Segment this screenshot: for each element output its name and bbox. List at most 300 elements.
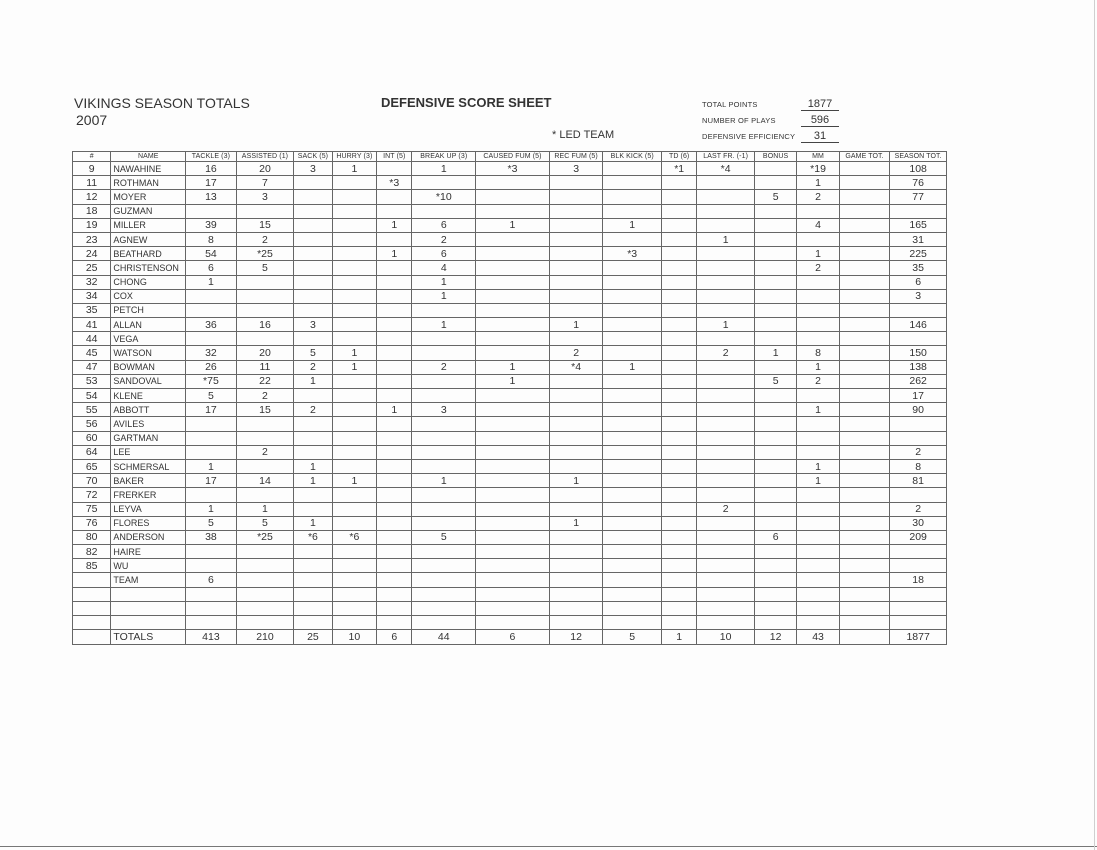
stat-cell: [476, 530, 550, 544]
table-row: [73, 218, 947, 232]
stat-cell: [294, 616, 332, 630]
stat-cell: [412, 176, 476, 190]
stat-cell: [294, 417, 332, 431]
stat-cell: [839, 232, 890, 246]
stat-cell: [754, 360, 796, 374]
stat-cell: [797, 303, 839, 317]
stat-cell: 225: [890, 247, 947, 261]
stat-cell: 81: [890, 474, 947, 488]
stat-cell: [697, 303, 755, 317]
stat-cell: 20: [236, 162, 294, 176]
stat-cell: *10: [412, 190, 476, 204]
stat-cell: [697, 360, 755, 374]
player-name-cell: TEAM: [111, 573, 186, 587]
stat-cell: [754, 488, 796, 502]
stat-cell: [839, 431, 890, 445]
stat-cell: [603, 389, 662, 403]
table-row: [73, 389, 947, 403]
stat-cell: [754, 559, 796, 573]
stat-cell: 3: [890, 289, 947, 303]
stat-cell: 6: [890, 275, 947, 289]
stat-cell: [839, 289, 890, 303]
stat-cell: 165: [890, 218, 947, 232]
stat-cell: [603, 573, 662, 587]
stat-cell: [549, 530, 603, 544]
stat-cell: [603, 502, 662, 516]
stat-cell: 10: [332, 630, 376, 645]
stat-cell: [476, 261, 550, 275]
stat-cell: [661, 374, 696, 388]
stat-cell: 90: [890, 403, 947, 417]
stat-cell: 5: [603, 630, 662, 645]
stat-cell: [186, 431, 237, 445]
stat-cell: [839, 445, 890, 459]
table-row: [73, 616, 947, 630]
stat-cell: [661, 417, 696, 431]
stat-cell: [839, 417, 890, 431]
stat-cell: [412, 616, 476, 630]
stat-cell: 6: [476, 630, 550, 645]
stat-cell: 43: [797, 630, 839, 645]
stat-cell: *25: [236, 530, 294, 544]
table-row: [73, 303, 947, 317]
stat-cell: [839, 601, 890, 615]
stat-cell: [603, 431, 662, 445]
stat-cell: [549, 459, 603, 473]
stat-cell: 2: [236, 389, 294, 403]
stat-cell: 108: [890, 162, 947, 176]
stat-cell: [236, 204, 294, 218]
stat-cell: 146: [890, 318, 947, 332]
stat-cell: [476, 275, 550, 289]
stat-cell: *6: [332, 530, 376, 544]
column-header: INT (5): [377, 152, 412, 162]
stat-cell: [294, 303, 332, 317]
stat-cell: [661, 303, 696, 317]
table-row: [73, 332, 947, 346]
jersey-number-cell: 55: [73, 403, 111, 417]
table-row: [73, 346, 947, 360]
stat-cell: [890, 601, 947, 615]
jersey-number-cell: 11: [73, 176, 111, 190]
stat-cell: [332, 389, 376, 403]
stat-cell: [839, 374, 890, 388]
stat-cell: [294, 502, 332, 516]
stat-cell: [797, 445, 839, 459]
stat-cell: [377, 332, 412, 346]
stat-cell: 5: [186, 516, 237, 530]
stat-cell: [839, 261, 890, 275]
table-row: [73, 530, 947, 544]
jersey-number-cell: 25: [73, 261, 111, 275]
stat-defensive-efficiency: [702, 128, 842, 144]
stat-cell: [236, 573, 294, 587]
stat-cell: [754, 332, 796, 346]
stat-cell: 1: [377, 218, 412, 232]
header-row: [73, 152, 947, 162]
stat-cell: 17: [890, 389, 947, 403]
stat-cell: [754, 601, 796, 615]
stat-cell: [890, 332, 947, 346]
stat-cell: [294, 261, 332, 275]
stat-cell: [797, 573, 839, 587]
stat-cell: [476, 516, 550, 530]
stat-cell: [186, 303, 237, 317]
stat-cell: [697, 218, 755, 232]
stat-cell: 413: [186, 630, 237, 645]
stat-cell: 13: [186, 190, 237, 204]
stat-cell: 1: [236, 502, 294, 516]
stat-cell: [661, 289, 696, 303]
stat-cell: [839, 488, 890, 502]
player-name-cell: [111, 587, 186, 601]
stat-cell: 1: [186, 275, 237, 289]
stat-cell: [476, 403, 550, 417]
stat-cell: [476, 346, 550, 360]
stat-cell: [661, 601, 696, 615]
stat-cell: [839, 218, 890, 232]
stat-cell: 17: [186, 176, 237, 190]
stat-cell: 2: [697, 502, 755, 516]
table-row: [73, 176, 947, 190]
stat-cell: 1: [797, 403, 839, 417]
stat-value: 1877: [801, 98, 839, 111]
table-row: [73, 417, 947, 431]
stat-cell: [797, 318, 839, 332]
stat-cell: 3: [294, 162, 332, 176]
table-row: [73, 488, 947, 502]
stat-cell: [697, 389, 755, 403]
stat-cell: [549, 389, 603, 403]
stat-cell: 6: [186, 261, 237, 275]
stat-cell: [697, 431, 755, 445]
stat-cell: [697, 559, 755, 573]
stat-cell: [236, 417, 294, 431]
table-row: [73, 587, 947, 601]
table-row: [73, 360, 947, 374]
stat-cell: [754, 516, 796, 530]
stat-cell: [603, 459, 662, 473]
stat-cell: [697, 488, 755, 502]
stat-cell: [697, 289, 755, 303]
stat-cell: [797, 559, 839, 573]
stat-cell: 4: [412, 261, 476, 275]
jersey-number-cell: 24: [73, 247, 111, 261]
stat-cell: 32: [186, 346, 237, 360]
stat-cell: [890, 587, 947, 601]
stat-cell: [377, 190, 412, 204]
stat-cell: 1: [797, 360, 839, 374]
jersey-number-cell: 70: [73, 474, 111, 488]
stat-cell: [661, 218, 696, 232]
player-name-cell: AGNEW: [111, 232, 186, 246]
stat-cell: [377, 162, 412, 176]
stat-cell: [697, 204, 755, 218]
player-name-cell: SCHMERSAL: [111, 459, 186, 473]
stat-label: DEFENSIVE EFFICIENCY: [702, 132, 796, 141]
stat-cell: 12: [549, 630, 603, 645]
player-name-cell: COX: [111, 289, 186, 303]
stat-cell: [332, 261, 376, 275]
stat-cell: [839, 573, 890, 587]
stat-cell: 44: [412, 630, 476, 645]
player-name-cell: ROTHMAN: [111, 176, 186, 190]
stat-cell: [476, 601, 550, 615]
stat-cell: [332, 573, 376, 587]
column-header: LAST FR. (-1): [697, 152, 755, 162]
stat-cell: 1: [549, 516, 603, 530]
stat-cell: [294, 573, 332, 587]
stat-cell: 2: [797, 374, 839, 388]
stat-cell: 1: [332, 162, 376, 176]
stat-cell: [294, 218, 332, 232]
stat-cell: *4: [697, 162, 755, 176]
stat-cell: 3: [549, 162, 603, 176]
table-row: [73, 445, 947, 459]
table-row: [73, 275, 947, 289]
stat-cell: [412, 204, 476, 218]
stat-cell: *3: [603, 247, 662, 261]
stat-cell: 1: [412, 474, 476, 488]
stat-cell: [661, 403, 696, 417]
totals-row: [73, 630, 947, 645]
player-name-cell: GUZMAN: [111, 204, 186, 218]
stat-cell: [377, 445, 412, 459]
stat-cell: [186, 488, 237, 502]
stat-cell: [412, 374, 476, 388]
column-header: TD (6): [661, 152, 696, 162]
stat-cell: [332, 417, 376, 431]
stat-cell: [332, 318, 376, 332]
player-name-cell: LEE: [111, 445, 186, 459]
stat-cell: 1: [332, 474, 376, 488]
column-header: TACKLE (3): [186, 152, 237, 162]
stat-cell: *4: [549, 360, 603, 374]
stat-cell: [839, 502, 890, 516]
column-header: BONUS: [754, 152, 796, 162]
stat-cell: [377, 488, 412, 502]
stat-cell: [186, 616, 237, 630]
stat-cell: [236, 303, 294, 317]
stat-cell: [332, 303, 376, 317]
stat-cell: [549, 204, 603, 218]
stat-cell: [236, 559, 294, 573]
stat-cell: [332, 374, 376, 388]
stat-cell: [476, 431, 550, 445]
stat-cell: [661, 502, 696, 516]
stat-cell: [697, 459, 755, 473]
stat-cell: [377, 289, 412, 303]
table-row: [73, 459, 947, 473]
stat-cell: [839, 403, 890, 417]
stat-cell: [377, 601, 412, 615]
stat-cell: [377, 389, 412, 403]
stat-cell: [377, 616, 412, 630]
jersey-number-cell: 19: [73, 218, 111, 232]
stat-cell: [697, 545, 755, 559]
stat-cell: 1: [476, 360, 550, 374]
stat-cell: [754, 459, 796, 473]
stat-cell: [697, 516, 755, 530]
table-row: [73, 545, 947, 559]
stat-cell: [549, 502, 603, 516]
stat-cell: 76: [890, 176, 947, 190]
player-name-cell: HAIRE: [111, 545, 186, 559]
stat-cell: [377, 516, 412, 530]
table-row: [73, 474, 947, 488]
player-name-cell: PETCH: [111, 303, 186, 317]
stat-cell: [236, 587, 294, 601]
stat-cell: [412, 488, 476, 502]
stat-cell: [549, 431, 603, 445]
stat-cell: [754, 162, 796, 176]
table-row: [73, 318, 947, 332]
stat-cell: 17: [186, 474, 237, 488]
stat-cell: [661, 261, 696, 275]
stat-cell: [697, 190, 755, 204]
stat-cell: [412, 332, 476, 346]
stat-total-points: [702, 96, 842, 112]
stat-cell: [890, 616, 947, 630]
stat-cell: 2: [797, 261, 839, 275]
stat-value: 596: [801, 114, 839, 127]
table-row: [73, 261, 947, 275]
stat-cell: [754, 573, 796, 587]
stat-cell: [754, 318, 796, 332]
stat-cell: [549, 445, 603, 459]
stat-cell: 5: [294, 346, 332, 360]
stat-cell: [754, 389, 796, 403]
stat-cell: [549, 417, 603, 431]
stat-cell: 209: [890, 530, 947, 544]
stat-cell: 1: [797, 247, 839, 261]
stat-cell: [377, 431, 412, 445]
stat-cell: [603, 488, 662, 502]
stat-cell: [754, 261, 796, 275]
table-header: [73, 152, 947, 162]
stat-cell: [549, 247, 603, 261]
stat-cell: [294, 275, 332, 289]
stat-cell: [839, 616, 890, 630]
stat-cell: [377, 374, 412, 388]
stat-cell: 16: [236, 318, 294, 332]
stat-cell: [603, 162, 662, 176]
stat-cell: [839, 360, 890, 374]
stat-cell: [332, 204, 376, 218]
stat-cell: [697, 601, 755, 615]
jersey-number-cell: 80: [73, 530, 111, 544]
stat-cell: [797, 545, 839, 559]
stat-cell: [476, 545, 550, 559]
table-row: [73, 232, 947, 246]
stat-cell: [412, 459, 476, 473]
stat-cell: [839, 162, 890, 176]
stat-cell: [412, 417, 476, 431]
stat-cell: *19: [797, 162, 839, 176]
stat-cell: [377, 360, 412, 374]
jersey-number-cell: 23: [73, 232, 111, 246]
stat-cell: 5: [754, 374, 796, 388]
player-name-cell: FRERKER: [111, 488, 186, 502]
stat-cell: [476, 247, 550, 261]
stat-cell: [661, 587, 696, 601]
stat-cell: [332, 332, 376, 346]
stat-cell: [476, 232, 550, 246]
player-name-cell: ABBOTT: [111, 403, 186, 417]
stat-cell: [697, 403, 755, 417]
jersey-number-cell: 34: [73, 289, 111, 303]
stat-cell: 25: [294, 630, 332, 645]
stat-cell: [603, 275, 662, 289]
stat-cell: [549, 559, 603, 573]
jersey-number-cell: [73, 573, 111, 587]
stat-cell: 1: [661, 630, 696, 645]
stat-cell: [412, 502, 476, 516]
jersey-number-cell: 64: [73, 445, 111, 459]
stat-cell: [476, 445, 550, 459]
stat-cell: [797, 232, 839, 246]
stat-cell: *75: [186, 374, 237, 388]
stat-cell: [236, 488, 294, 502]
stat-cell: [754, 616, 796, 630]
stat-cell: [236, 275, 294, 289]
stat-cell: *6: [294, 530, 332, 544]
stat-cell: [697, 616, 755, 630]
column-header: SACK (5): [294, 152, 332, 162]
stat-cell: 12: [754, 630, 796, 645]
stat-cell: 5: [236, 516, 294, 530]
stat-cell: [839, 516, 890, 530]
stat-cell: [754, 417, 796, 431]
stat-cell: [377, 303, 412, 317]
jersey-number-cell: 65: [73, 459, 111, 473]
stat-cell: [697, 573, 755, 587]
stat-cell: [294, 289, 332, 303]
column-header: HURRY (3): [332, 152, 376, 162]
stat-cell: 18: [890, 573, 947, 587]
jersey-number-cell: 56: [73, 417, 111, 431]
stat-cell: [603, 190, 662, 204]
stat-cell: [890, 545, 947, 559]
stat-cell: [294, 445, 332, 459]
sheet-title: DEFENSIVE SCORE SHEET: [381, 95, 552, 110]
stat-cell: [890, 431, 947, 445]
stat-cell: 6: [377, 630, 412, 645]
stat-cell: [549, 374, 603, 388]
stat-cell: [476, 573, 550, 587]
stat-cell: [603, 332, 662, 346]
stat-cell: [332, 488, 376, 502]
stat-cell: 38: [186, 530, 237, 544]
stat-cell: 2: [890, 502, 947, 516]
stat-cell: [797, 289, 839, 303]
stat-cell: 150: [890, 346, 947, 360]
stat-cell: [839, 389, 890, 403]
stat-cell: [294, 190, 332, 204]
stat-cell: [839, 587, 890, 601]
stat-cell: [476, 474, 550, 488]
jersey-number-cell: 32: [73, 275, 111, 289]
stat-cell: [754, 275, 796, 289]
stat-cell: [332, 587, 376, 601]
stat-cell: [549, 573, 603, 587]
stat-value: 31: [801, 130, 839, 143]
stat-cell: [377, 559, 412, 573]
stat-cell: 54: [186, 247, 237, 261]
stat-cell: [377, 417, 412, 431]
stat-cell: [332, 431, 376, 445]
stat-cell: 39: [186, 218, 237, 232]
